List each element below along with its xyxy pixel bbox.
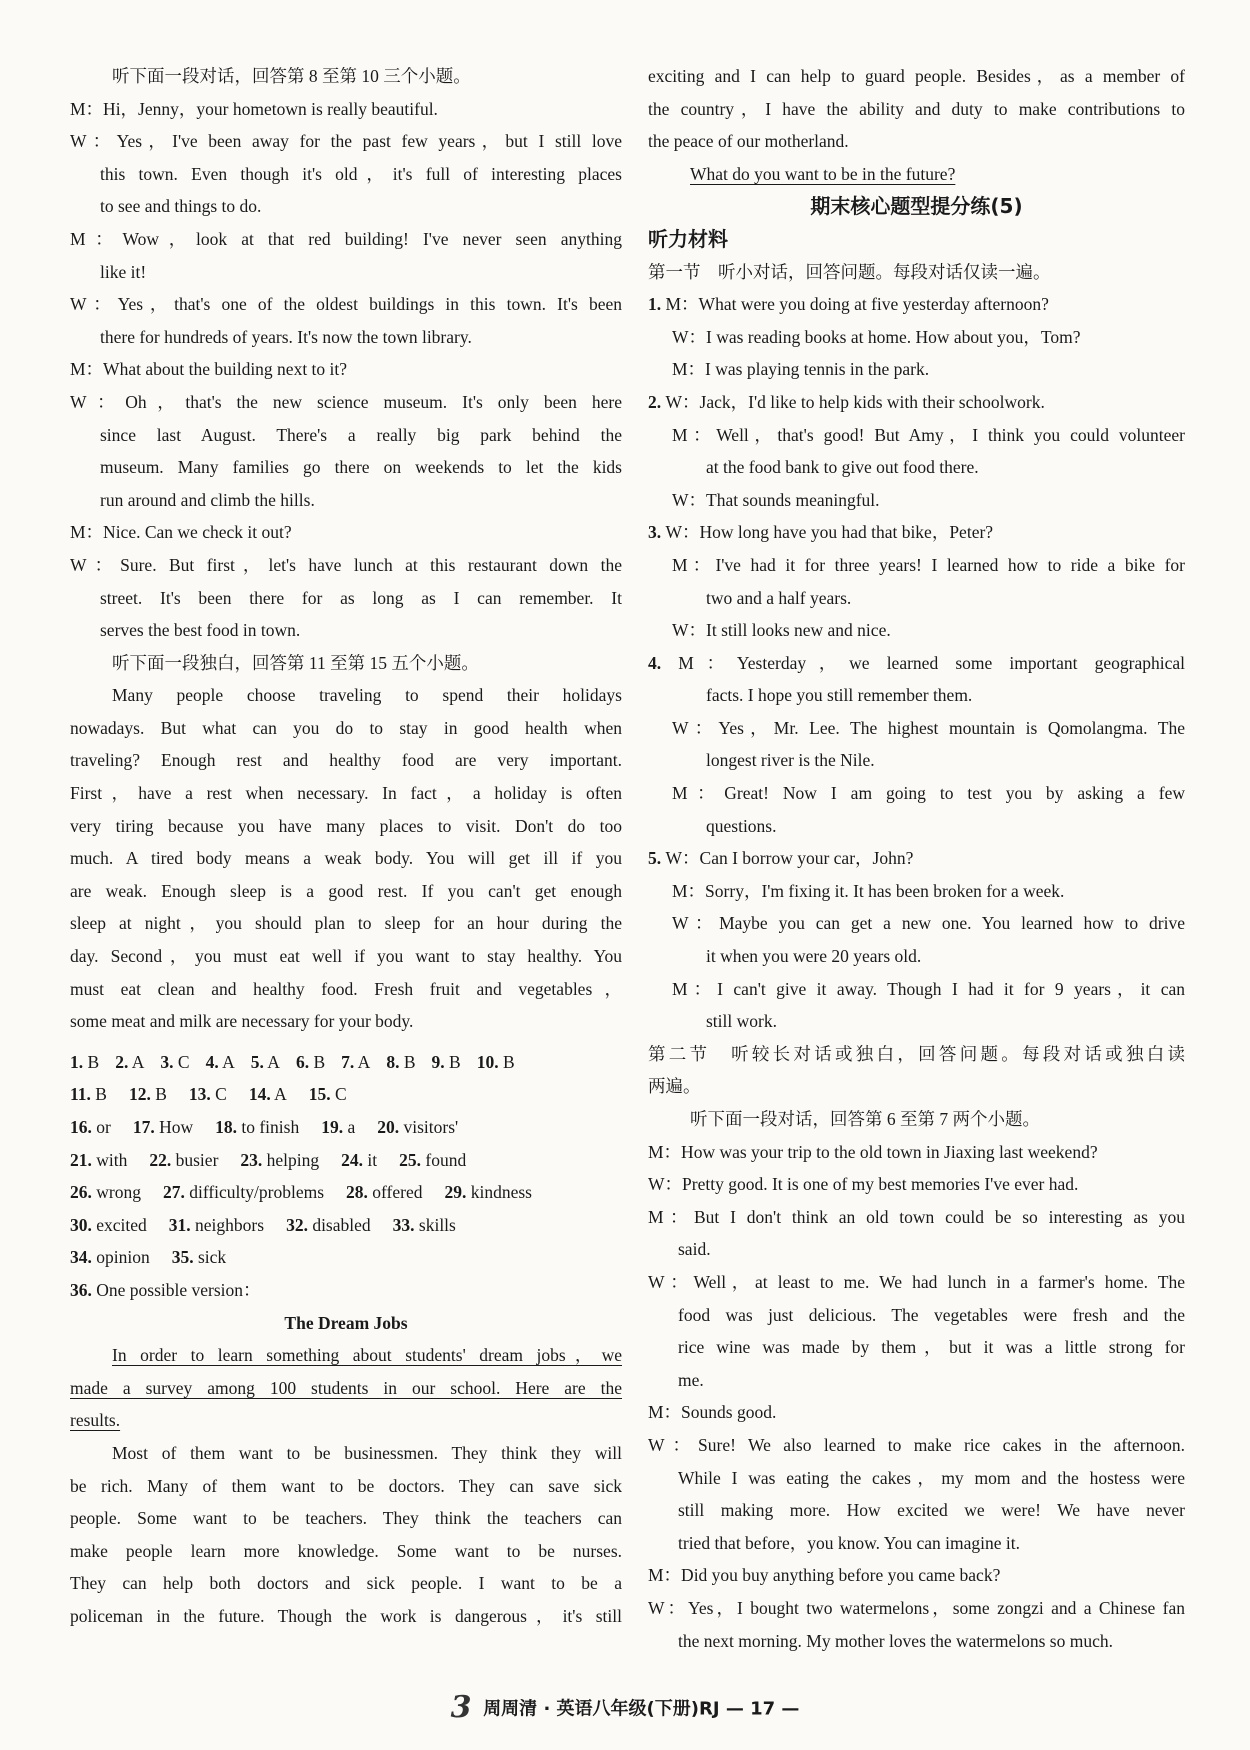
dialog-line: While I was eating the cakes，my mom and the hostess were bbox=[678, 1467, 1185, 1488]
dialog-line: M：I can't give it away. Though I had it for 9 years，it can bbox=[672, 978, 1185, 999]
dialog-line: tried that before，you know. You can imagine it. bbox=[678, 1532, 1020, 1553]
essay-line: exciting and I can help to guard people. Besides，as a member of bbox=[648, 66, 1185, 86]
dialog-line: M：Well，that's good! But Amy，I think you could volunteer bbox=[672, 424, 1185, 445]
answer-value: with bbox=[91, 1149, 128, 1170]
left-column bbox=[70, 60, 622, 1633]
transcript-line: W：Yes，I've been away for the past few years，but I still love bbox=[70, 131, 622, 152]
dialog-line: still work. bbox=[706, 1011, 777, 1032]
dialog-line: two and a half years. bbox=[706, 587, 852, 608]
dialog-line: M：Sounds good. bbox=[648, 1402, 777, 1423]
answer-item bbox=[249, 1078, 287, 1111]
dialog-line: food was just delicious. The vegetables were fresh and the bbox=[678, 1304, 1185, 1325]
answer-number: 30. bbox=[70, 1214, 92, 1235]
answer-value: A bbox=[218, 1051, 235, 1072]
right-column bbox=[648, 60, 1185, 1657]
answer-number: 34. bbox=[70, 1247, 92, 1268]
dialog-line: longest river is the Nile. bbox=[706, 750, 875, 771]
transcript-line: museum. Many families go there on weekends to let the kids bbox=[100, 457, 622, 478]
transcript-line: M：Hi，Jenny，your hometown is really beautiful. bbox=[70, 98, 438, 119]
answer-item bbox=[160, 1046, 189, 1079]
essay-line: make people learn more knowledge. Some want to be nurses. bbox=[70, 1540, 622, 1561]
answer-number: 7. bbox=[341, 1051, 355, 1072]
answer-number: 9. bbox=[431, 1051, 445, 1072]
transcript-line: run around and climb the hills. bbox=[100, 489, 315, 510]
dialog-line: M：I was playing tennis in the park. bbox=[672, 359, 930, 380]
essay-title: The Dream Jobs bbox=[284, 1312, 408, 1333]
answer-number: 31. bbox=[168, 1214, 191, 1235]
answer-item bbox=[309, 1078, 347, 1111]
answer-item bbox=[70, 1078, 107, 1111]
transcript-line: there for hundreds of years. It's now the town library. bbox=[100, 326, 472, 347]
answer-number: 27. bbox=[162, 1182, 185, 1203]
dialog-line: M：Sorry，I'm fixing it. It has been broken for a week. bbox=[672, 880, 1065, 901]
dialog-line: it when you were 20 years old. bbox=[706, 946, 922, 967]
essay-line: be rich. Many of them want to be doctors. They can save sick bbox=[70, 1475, 622, 1496]
answer-number: 22. bbox=[149, 1149, 172, 1170]
answer-value: A bbox=[128, 1051, 145, 1072]
answer-number: 20. bbox=[377, 1117, 400, 1137]
transcript-line: First，have a rest when necessary. In fact，a holiday is often bbox=[70, 783, 622, 804]
dialog-line: M：But I don't think an old town could be so interesting as you bbox=[648, 1206, 1185, 1227]
answer-item bbox=[70, 1111, 111, 1144]
question-number: 2. bbox=[648, 391, 666, 412]
transcript-line: sleep at night，you should plan to sleep for an hour during the bbox=[70, 913, 622, 934]
answer-number: 3. bbox=[160, 1051, 174, 1072]
answer-number: 21. bbox=[70, 1149, 92, 1170]
answer-number: 1. bbox=[70, 1051, 84, 1072]
answer-item bbox=[206, 1046, 235, 1079]
transcript-line: 听下面一段对话，回答第 8 至第 10 三个小题。 bbox=[112, 66, 471, 86]
dialog-line: M：Great! Now I am going to test you by asking a few bbox=[672, 783, 1185, 804]
dialog-line: M：Did you buy anything before you came back? bbox=[648, 1565, 1001, 1586]
answer-row bbox=[70, 1209, 622, 1242]
answer-value: neighbors bbox=[190, 1214, 265, 1235]
answer-item bbox=[70, 1144, 127, 1177]
answer-item bbox=[296, 1046, 325, 1079]
dialog-line: 3. W：How long have you had that bike，Peter? bbox=[648, 522, 994, 543]
answer-number: 28. bbox=[346, 1182, 368, 1203]
answer-value: B bbox=[90, 1084, 107, 1105]
dialog-line: 1. M：What were you doing at five yesterday afternoon? bbox=[648, 294, 1049, 315]
answer-item bbox=[169, 1209, 264, 1242]
transcript-line: 听下面一段独白，回答第 11 至第 15 五个小题。 bbox=[112, 652, 479, 673]
dialog-line: at the food bank to give out food there. bbox=[706, 457, 979, 478]
answer-item bbox=[172, 1241, 226, 1274]
answer-item bbox=[477, 1046, 515, 1079]
answer-number: 29. bbox=[444, 1182, 467, 1203]
transcript-line: street. It's been there for as long as I can remember. It bbox=[100, 587, 622, 608]
footer-text: 周周清 · 英语八年级(下册)RJ — 17 — bbox=[483, 1698, 800, 1720]
answer-value: visitors' bbox=[399, 1117, 459, 1137]
answer-value: How bbox=[154, 1117, 194, 1137]
answer-value: or bbox=[91, 1117, 111, 1137]
part-title-cont: 两遍。 bbox=[648, 1076, 701, 1097]
answer-item bbox=[70, 1274, 261, 1307]
part-title: 第一节 听小对话，回答问题。每段对话仅读一遍。 bbox=[648, 261, 1051, 282]
answer-number: 33. bbox=[392, 1214, 415, 1235]
dialog-line: the next morning. My mother loves the watermelons so much. bbox=[678, 1630, 1113, 1651]
section-title: 期末核心题型提分练(5) bbox=[810, 194, 1023, 219]
answer-item bbox=[377, 1111, 458, 1144]
transcript-line: are weak. Enough sleep is a good rest. If you can't get enough bbox=[70, 880, 622, 901]
essay-line: They can help both doctors and sick people. I want to be a bbox=[70, 1573, 622, 1594]
transcript-line: day. Second，you must eat well if you want to stay healthy. You bbox=[70, 946, 622, 967]
answer-value: sick bbox=[193, 1247, 227, 1268]
answer-item bbox=[444, 1176, 532, 1209]
answer-number: 12. bbox=[128, 1084, 151, 1105]
transcript-line: traveling? Enough rest and healthy food are very important. bbox=[70, 750, 622, 771]
answer-number: 14. bbox=[248, 1084, 271, 1105]
essay-line: made a survey among 100 students in our school. Here are the bbox=[70, 1377, 622, 1398]
answer-value: One possible version： bbox=[91, 1279, 261, 1300]
dialog-line: still making more. How excited we were! We have never bbox=[678, 1500, 1185, 1521]
dialog-line: 2. W：Jack，I'd like to help kids with their schoolwork. bbox=[648, 391, 1045, 412]
transcript-line: Many people choose traveling to spend their holidays bbox=[112, 685, 622, 706]
transcript-line: W：Yes，that's one of the oldest buildings in this town. It's been bbox=[70, 294, 622, 315]
essay-line: Most of them want to be businessmen. They think they will bbox=[112, 1442, 622, 1463]
answer-value: found bbox=[421, 1149, 467, 1170]
answer-value: offered bbox=[367, 1182, 423, 1203]
answer-number: 13. bbox=[188, 1084, 211, 1105]
transcript-line: M：Wow，look at that red building! I've never seen anything bbox=[70, 228, 622, 249]
answer-number: 16. bbox=[70, 1117, 92, 1137]
answer-number: 15. bbox=[308, 1084, 331, 1105]
dialog-line: W：Pretty good. It is one of my best memories I've ever had. bbox=[648, 1174, 1079, 1195]
part-intro: 听下面一段对话，回答第 6 至第 7 两个小题。 bbox=[690, 1109, 1040, 1129]
answer-number: 11. bbox=[70, 1084, 91, 1105]
answer-row bbox=[70, 1111, 622, 1144]
answer-number: 23. bbox=[240, 1149, 263, 1170]
transcript-line: much. A tired body means a weak body. You will get ill if you bbox=[70, 848, 622, 869]
answer-row bbox=[70, 1144, 622, 1177]
answer-value: busier bbox=[171, 1149, 219, 1170]
answer-item bbox=[70, 1241, 150, 1274]
answer-item bbox=[133, 1111, 193, 1144]
answer-item bbox=[70, 1176, 141, 1209]
answer-value: C bbox=[210, 1084, 227, 1105]
answer-item bbox=[286, 1209, 371, 1242]
answer-number: 32. bbox=[286, 1214, 308, 1235]
dialog-line: W：Yes，I bought two watermelons，some zongzi and a Chinese fan bbox=[648, 1597, 1185, 1618]
answer-item bbox=[70, 1046, 99, 1079]
answer-row bbox=[70, 1078, 622, 1111]
answer-value: B bbox=[83, 1051, 100, 1072]
transcript-line: to see and things to do. bbox=[100, 196, 262, 217]
dialog-line: facts. I hope you still remember them. bbox=[706, 685, 973, 706]
answer-item bbox=[399, 1144, 466, 1177]
answer-item bbox=[240, 1144, 319, 1177]
answer-number: 36. bbox=[70, 1279, 92, 1300]
question-number: 1. bbox=[648, 294, 666, 315]
answer-item bbox=[149, 1144, 218, 1177]
answer-item bbox=[341, 1046, 370, 1079]
listening-heading: 听力材料 bbox=[648, 226, 728, 251]
essay-line: people. Some want to be teachers. They think the teachers can bbox=[70, 1508, 622, 1529]
answer-item bbox=[341, 1144, 377, 1177]
dialog-line: W：Yes，Mr. Lee. The highest mountain is Qomolangma. The bbox=[672, 717, 1185, 738]
transcript-line: serves the best food in town. bbox=[100, 620, 301, 641]
dialog-line: W：Sure! We also learned to make rice cakes in the afternoon. bbox=[648, 1434, 1185, 1455]
dialog-line: W：It still looks new and nice. bbox=[672, 620, 891, 641]
answer-value: B bbox=[150, 1084, 167, 1105]
answer-value: wrong bbox=[91, 1182, 141, 1203]
answer-item bbox=[163, 1176, 324, 1209]
transcript-line: nowadays. But what can you do to stay in good health when bbox=[70, 717, 622, 738]
essay-line: results. bbox=[70, 1410, 121, 1431]
answer-number: 18. bbox=[215, 1117, 237, 1137]
answer-number: 25. bbox=[399, 1149, 422, 1170]
transcript-line: M：Nice. Can we check it out? bbox=[70, 522, 292, 543]
dialog-line: questions. bbox=[706, 815, 777, 836]
transcript-line: like it! bbox=[100, 261, 147, 282]
essay-line: policeman in the future. Though the work is dangerous，it's still bbox=[70, 1605, 622, 1626]
transcript-line: M：What about the building next to it? bbox=[70, 359, 348, 380]
dialog-line: rice wine was made by them，but it was a little strong for bbox=[678, 1337, 1185, 1358]
answer-number: 17. bbox=[132, 1117, 155, 1137]
answer-number: 2. bbox=[115, 1051, 129, 1072]
answer-item bbox=[251, 1046, 280, 1079]
answer-item bbox=[432, 1046, 461, 1079]
answer-value: opinion bbox=[91, 1247, 150, 1268]
transcript-line: since last August. There's a really big park behind the bbox=[100, 424, 622, 445]
publisher-logo: 3 bbox=[450, 1690, 472, 1725]
answer-item bbox=[321, 1111, 355, 1144]
transcript-line: some meat and milk are necessary for your body. bbox=[70, 1011, 414, 1032]
answer-value: C bbox=[173, 1051, 190, 1072]
transcript-line: must eat clean and healthy food. Fresh fruit and vegetables， bbox=[70, 978, 622, 999]
answer-number: 8. bbox=[386, 1051, 400, 1072]
answer-value: A bbox=[354, 1051, 371, 1072]
transcript-line: very tiring because you have many places to visit. Don't do too bbox=[70, 815, 622, 836]
answer-value: a bbox=[343, 1117, 356, 1137]
answer-value: excited bbox=[91, 1214, 147, 1235]
answer-value: to finish bbox=[236, 1117, 300, 1137]
answer-number: 26. bbox=[70, 1182, 92, 1203]
answer-value: C bbox=[330, 1084, 347, 1105]
dialog-line: W：Well，at least to me. We had lunch in a farmer's home. The bbox=[648, 1271, 1185, 1292]
answer-number: 35. bbox=[171, 1247, 194, 1268]
answer-row bbox=[70, 1274, 622, 1307]
answer-row bbox=[70, 1241, 622, 1274]
essay-line: the peace of our motherland. bbox=[648, 131, 849, 152]
answer-number: 24. bbox=[341, 1149, 364, 1170]
answer-number: 6. bbox=[295, 1051, 310, 1072]
answer-value: disabled bbox=[307, 1214, 371, 1235]
answer-value: kindness bbox=[466, 1182, 532, 1203]
answer-row bbox=[70, 1176, 622, 1209]
answer-value: difficulty/problems bbox=[184, 1182, 325, 1203]
answer-item bbox=[129, 1078, 167, 1111]
answer-item bbox=[70, 1209, 147, 1242]
answer-value: B bbox=[309, 1051, 326, 1072]
dialog-line: W：That sounds meaningful. bbox=[672, 489, 880, 510]
answer-value: it bbox=[363, 1149, 378, 1170]
answer-value: B bbox=[444, 1051, 461, 1072]
essay-line: In order to learn something about students' dream jobs，we bbox=[112, 1345, 622, 1366]
answer-item bbox=[115, 1046, 144, 1079]
transcript-line: W：Sure. But first，let's have lunch at this restaurant down the bbox=[70, 554, 622, 575]
dialog-line: W：Maybe you can get a new one. You learned how to drive bbox=[672, 913, 1185, 934]
page-footer bbox=[0, 1690, 1250, 1730]
transcript-line: this town. Even though it's old，it's full of interesting places bbox=[100, 163, 622, 184]
transcript-line: W：Oh，that's the new science museum. It's only been here bbox=[70, 391, 622, 412]
answer-item bbox=[393, 1209, 456, 1242]
answer-number: 5. bbox=[250, 1051, 264, 1072]
answer-row bbox=[70, 1046, 622, 1079]
question-number: 5. bbox=[648, 848, 666, 869]
answer-value: skills bbox=[414, 1214, 456, 1235]
dialog-line: M：How was your trip to the old town in Jiaxing last weekend? bbox=[648, 1141, 1098, 1162]
answer-value: A bbox=[263, 1051, 280, 1072]
answer-value: A bbox=[270, 1084, 287, 1105]
essay-line: What do you want to be in the future? bbox=[690, 163, 956, 184]
question-number: 4. bbox=[648, 652, 679, 673]
answer-item bbox=[215, 1111, 299, 1144]
dialog-line: me. bbox=[678, 1369, 704, 1390]
answer-item bbox=[346, 1176, 422, 1209]
answer-number: 19. bbox=[321, 1117, 344, 1137]
question-number: 3. bbox=[648, 522, 666, 543]
part-title: 第二节 听较长对话或独白，回答问题。每段对话或独白读 bbox=[648, 1043, 1185, 1064]
dialog-line: 4. M：Yesterday，we learned some important geographical bbox=[648, 652, 1185, 673]
answer-item bbox=[386, 1046, 415, 1079]
answer-value: B bbox=[498, 1051, 515, 1072]
dialog-line: said. bbox=[678, 1239, 711, 1260]
dialog-line: M：I've had it for three years! I learned how to ride a bike for bbox=[672, 554, 1185, 575]
answer-value: helping bbox=[262, 1149, 320, 1170]
answer-number: 4. bbox=[205, 1051, 219, 1072]
dialog-line: W：I was reading books at home. How about you，Tom? bbox=[672, 326, 1081, 347]
dialog-line: 5. W：Can I borrow your car，John? bbox=[648, 848, 914, 869]
answer-item bbox=[189, 1078, 227, 1111]
answer-number: 10. bbox=[476, 1051, 499, 1072]
essay-line: the country，I have the ability and duty to make contributions to bbox=[648, 98, 1185, 119]
answer-value: B bbox=[399, 1051, 416, 1072]
